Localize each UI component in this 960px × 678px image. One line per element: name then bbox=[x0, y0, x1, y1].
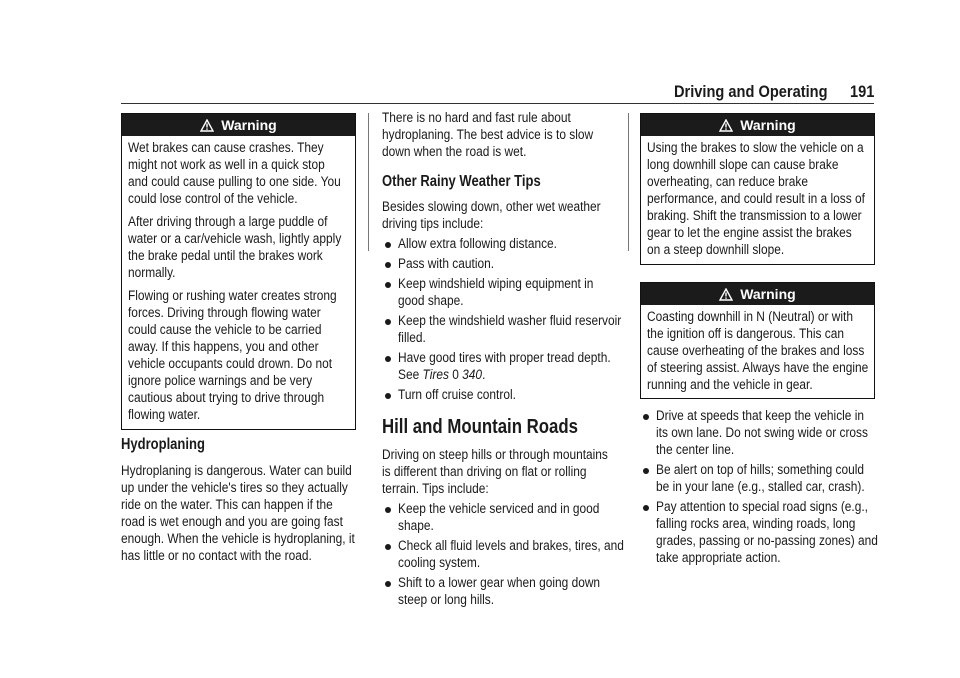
bullet-icon bbox=[385, 393, 391, 399]
column-2 bbox=[382, 110, 622, 612]
cross-reference-line: See Tires 0 340. bbox=[398, 367, 486, 383]
text-line: falling rocks area, winding roads, long bbox=[656, 516, 856, 532]
list-item bbox=[382, 276, 622, 310]
list-item bbox=[382, 387, 622, 404]
text-line: ride on the water. This can happen if the bbox=[121, 497, 333, 513]
section-heading: Other Rainy Weather Tips bbox=[382, 173, 541, 190]
text-line: the brake pedal until the brakes work bbox=[128, 248, 323, 264]
hydroplaning-paragraph bbox=[121, 463, 361, 565]
text-line: Wet brakes can cause crashes. They bbox=[128, 140, 324, 156]
warning-body bbox=[641, 136, 874, 265]
text-line: Using the brakes to slow the vehicle on a bbox=[647, 140, 864, 156]
bullet-icon bbox=[643, 505, 649, 511]
warning-paragraph bbox=[128, 214, 347, 282]
text-line: performance, and could result in a loss of bbox=[647, 191, 865, 207]
text-line: flowing water. bbox=[128, 407, 201, 423]
column-divider-2 bbox=[628, 113, 629, 251]
list-item bbox=[382, 313, 622, 347]
text-line: up under the vehicle's tires so they actually bbox=[121, 480, 348, 496]
text-line: the center line. bbox=[656, 442, 735, 458]
warning-title: Warning bbox=[740, 286, 796, 302]
text-line: Have good tires with proper tread depth. bbox=[398, 350, 611, 366]
bullet-icon bbox=[385, 356, 391, 362]
list-item bbox=[640, 499, 880, 567]
text-line: enough. When the vehicle is hydroplaning, it bbox=[121, 531, 355, 547]
bullet-icon bbox=[643, 468, 649, 474]
text-line: Driving on steep hills or through mountains bbox=[382, 447, 608, 463]
text-line: forces. Driving through flowing water bbox=[128, 305, 321, 321]
list-item bbox=[382, 575, 622, 609]
text-line: water or a car/vehicle wash, lightly apply bbox=[128, 231, 342, 247]
section-heading-large: Hill and Mountain Roads bbox=[382, 416, 579, 438]
section-heading: Hydroplaning bbox=[121, 436, 205, 453]
intro-paragraph bbox=[382, 110, 622, 161]
page-header bbox=[121, 82, 874, 102]
warning-paragraph bbox=[128, 288, 347, 424]
warning-box-wet-brakes bbox=[121, 113, 356, 430]
text-line: cause overheating of the brakes and loss bbox=[647, 343, 865, 359]
text-line: Pay attention to special road signs (e.g., bbox=[656, 499, 868, 515]
warning-header bbox=[641, 114, 874, 136]
text-line: braking. Shift the transmission to a lower bbox=[647, 208, 862, 224]
text-line: and could cause pulling to one side. You bbox=[128, 174, 341, 190]
header-rule bbox=[121, 103, 874, 104]
warning-body bbox=[122, 136, 355, 436]
bullet-icon bbox=[385, 581, 391, 587]
text-line: take appropriate action. bbox=[656, 550, 781, 566]
text-line: down when the road is wet. bbox=[382, 144, 527, 160]
list-item bbox=[640, 408, 880, 459]
text-line: grades, passing or no-passing zones) and bbox=[656, 533, 878, 549]
text-line: overheating, can reduce brake bbox=[647, 174, 808, 190]
warning-box-coasting-neutral bbox=[640, 282, 875, 399]
text-line: cooling system. bbox=[398, 555, 481, 571]
warning-header bbox=[641, 283, 874, 305]
warning-box-downhill-brakes bbox=[640, 113, 875, 265]
warning-triangle-icon bbox=[719, 288, 733, 301]
list-item bbox=[382, 350, 622, 384]
text-line: Coasting downhill in N (Neutral) or with bbox=[647, 309, 853, 325]
text-line: long downhill slope can cause brake bbox=[647, 157, 839, 173]
list-item bbox=[382, 236, 622, 253]
mountain-intro bbox=[382, 447, 622, 498]
text-line: filled. bbox=[398, 330, 426, 346]
text-line: Hydroplaning is dangerous. Water can build bbox=[121, 463, 352, 479]
text-line: away. If this happens, you and other bbox=[128, 339, 319, 355]
bullet-icon bbox=[385, 319, 391, 325]
text-line: After driving through a large puddle of bbox=[128, 214, 328, 230]
text-line: of steering assist. Always have the engine bbox=[647, 360, 869, 376]
text-line: driving tips include: bbox=[382, 216, 484, 232]
list-item bbox=[382, 538, 622, 572]
section-title: Driving and Operating bbox=[674, 82, 828, 101]
warning-body bbox=[641, 305, 874, 400]
hydroplaning-section bbox=[121, 436, 361, 565]
text-line: Check all fluid levels and brakes, tires, and bbox=[398, 538, 624, 554]
text-line: road is wet enough and you are going fast bbox=[121, 514, 343, 530]
bullet-icon bbox=[385, 507, 391, 513]
text-line: Besides slowing down, other wet weather bbox=[382, 199, 601, 215]
text-line: Flowing or rushing water creates strong bbox=[128, 288, 337, 304]
text-line: cautious about trying to drive through bbox=[128, 390, 325, 406]
warning-header bbox=[122, 114, 355, 136]
warning-triangle-icon bbox=[200, 119, 214, 132]
tires-page-link[interactable]: 340 bbox=[462, 367, 483, 383]
text-line: shape. bbox=[398, 518, 434, 534]
rainy-intro bbox=[382, 199, 622, 233]
text-line: steep or long hills. bbox=[398, 592, 495, 608]
bullet-icon bbox=[385, 544, 391, 550]
text-line: Allow extra following distance. bbox=[398, 236, 557, 252]
warning-title: Warning bbox=[740, 117, 796, 133]
text-line: terrain. Tips include: bbox=[382, 481, 489, 497]
text-line: Keep the windshield washer fluid reservoir bbox=[398, 313, 622, 329]
text-line: normally. bbox=[128, 265, 176, 281]
text-line: good shape. bbox=[398, 293, 464, 309]
text-line: could cause the vehicle to be carried bbox=[128, 322, 322, 338]
warning-paragraph bbox=[128, 140, 347, 208]
text-line: could lose control of the vehicle. bbox=[128, 191, 298, 207]
see-label: See bbox=[398, 367, 420, 383]
text-line: is different than driving on flat or rolling bbox=[382, 464, 587, 480]
page-number: 191 bbox=[849, 82, 874, 101]
text-line: its own lane. Do not swing wide or cross bbox=[656, 425, 868, 441]
text-line: Be alert on top of hills; something could bbox=[656, 462, 865, 478]
text-line: Shift to a lower gear when going down bbox=[398, 575, 601, 591]
tires-reference-link[interactable]: Tires bbox=[422, 367, 449, 383]
text-line: Keep windshield wiping equipment in bbox=[398, 276, 594, 292]
text-line: might not work as well in a quick stop bbox=[128, 157, 325, 173]
text-line: Drive at speeds that keep the vehicle in bbox=[656, 408, 865, 424]
column-divider-1 bbox=[368, 113, 369, 251]
list-item bbox=[382, 256, 622, 273]
text-line: gear to let the engine assist the brakes bbox=[647, 225, 852, 241]
list-item bbox=[382, 501, 622, 535]
bullet-icon bbox=[385, 282, 391, 288]
warning-triangle-icon bbox=[719, 119, 733, 132]
text-line: Turn off cruise control. bbox=[398, 387, 516, 403]
text-line: Keep the vehicle serviced and in good bbox=[398, 501, 600, 517]
bullet-icon bbox=[643, 414, 649, 420]
text-line: hydroplaning. The best advice is to slow bbox=[382, 127, 594, 143]
bullet-icon bbox=[385, 262, 391, 268]
text-line: running and the vehicle in gear. bbox=[647, 377, 813, 393]
text-line: on a steep downhill slope. bbox=[647, 242, 785, 258]
text-line: vehicle occupants could drown. Do not bbox=[128, 356, 333, 372]
text-line: There is no hard and fast rule about bbox=[382, 110, 571, 126]
text-line: ignore police warnings and be very bbox=[128, 373, 313, 389]
text-line: the ignition off is dangerous. This can bbox=[647, 326, 844, 342]
warning-title: Warning bbox=[221, 117, 277, 133]
page-reference-arrow-icon: 0 bbox=[452, 367, 459, 383]
text-line: Pass with caution. bbox=[398, 256, 495, 272]
text-line: be in your lane (e.g., stalled car, crash). bbox=[656, 479, 865, 495]
list-item bbox=[640, 462, 880, 496]
text-line: has little or no contact with the road. bbox=[121, 548, 312, 564]
bullet-icon bbox=[385, 242, 391, 248]
column-3-list bbox=[640, 408, 880, 570]
